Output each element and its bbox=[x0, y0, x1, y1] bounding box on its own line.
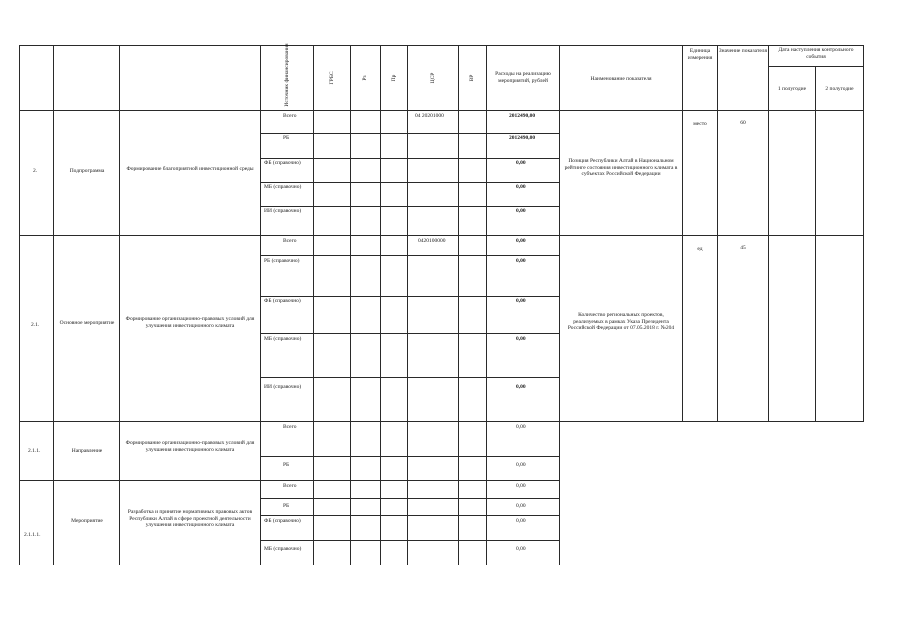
header-grbs: ГРБС bbox=[329, 71, 335, 85]
row-2-1-1-val-total: 0,00 bbox=[516, 424, 526, 430]
col-divider-num bbox=[53, 45, 54, 565]
row-2-1-val-total: 0,00 bbox=[516, 238, 526, 244]
row-2-1-1-fin-rb: РБ bbox=[283, 462, 290, 468]
row-2-1-1-1-val-total: 0,00 bbox=[516, 483, 526, 489]
border-right bbox=[863, 45, 864, 421]
header-fin-source: Источник финансирования bbox=[284, 43, 290, 107]
row-2-1-1-1-val-mb: 0,00 bbox=[516, 546, 526, 552]
row-2-1-indicator: Количество региональных проектов, реализуемых в рамках Указа Президента Российской Федерации от 07.05.2018 г. №204 bbox=[567, 312, 675, 331]
subrow-line bbox=[260, 498, 559, 499]
col-divider-half bbox=[815, 66, 816, 421]
row-2-1-1-1-fin-fb: ФБ (справочно) bbox=[264, 518, 301, 524]
row-2-val-fb: 0,00 bbox=[516, 160, 526, 166]
subrow-line bbox=[260, 255, 559, 256]
row-2-1-fin-total: Всего bbox=[283, 238, 297, 244]
row-2-val-total: 2012490,00 bbox=[509, 113, 536, 119]
row-2-1-name: Формирование организационно-правовых условий для улучшения инвестиционного климата bbox=[125, 316, 255, 329]
row-2-1-1-1-type: Мероприятие bbox=[71, 518, 103, 524]
col-divider-value bbox=[768, 45, 769, 421]
col-divider-grbs bbox=[350, 45, 351, 565]
row-2-1-val-ii: 0,00 bbox=[516, 384, 526, 390]
header-pr: Пр bbox=[391, 74, 397, 82]
row-2-1-1-1-fin-rb: РБ bbox=[283, 503, 290, 509]
row-2-num: 2. bbox=[33, 168, 38, 174]
col-divider-indicator bbox=[682, 45, 683, 421]
row-2-bottom-border bbox=[19, 235, 864, 236]
header-bottom-border bbox=[19, 110, 864, 111]
row-2-1-1-val-rb: 0,00 bbox=[516, 462, 526, 468]
subrow-line bbox=[260, 333, 559, 334]
col-divider-vr bbox=[486, 45, 487, 565]
row-2-1-1-fin-total: Всего bbox=[283, 424, 297, 430]
row-2-fin-mb: МБ (справочно) bbox=[264, 184, 302, 190]
row-2-1-1-1-name: Разработка и принятие нормативных правовых актов Республики Алтай в сфере проектной деятельности улучшения инвестиционного климата bbox=[127, 509, 253, 528]
row-2-1-1-1-fin-total: Всего bbox=[283, 483, 297, 489]
subrow-line bbox=[260, 456, 559, 457]
row-2-1-1-bottom-border bbox=[19, 480, 559, 481]
row-2-val-ii: 0,00 bbox=[516, 208, 526, 214]
row-2-val-rb: 2012490,00 bbox=[509, 135, 536, 141]
row-2-fin-rb: РБ bbox=[283, 135, 290, 141]
row-2-type: Подпрограмма bbox=[69, 168, 105, 174]
dates-subheader-line bbox=[768, 66, 864, 67]
row-2-1-fin-rb: РБ (справочно) bbox=[264, 258, 300, 264]
subrow-line bbox=[260, 377, 559, 378]
row-2-1-fin-fb: ФБ (справочно) bbox=[264, 298, 301, 304]
row-2-1-1-1-val-fb: 0,00 bbox=[516, 518, 526, 524]
header-rz: Рз bbox=[362, 75, 368, 81]
col-divider-name bbox=[260, 45, 261, 565]
header-indicator: Наименование показателя bbox=[590, 76, 652, 82]
header-half-1: 1 полугодие bbox=[777, 86, 807, 92]
row-2-1-1-type: Направление bbox=[71, 448, 103, 454]
row-2-1-val-rb: 0,00 bbox=[516, 258, 526, 264]
header-half-2: 2 полугодие bbox=[825, 86, 854, 92]
row-2-1-1-name: Формирование организационно-правовых условий для улучшения инвестиционного климата bbox=[125, 440, 255, 453]
row-2-1-value: 45 bbox=[740, 245, 746, 251]
header-expenses: Расходы на реализацию мероприятий, рублей bbox=[495, 71, 551, 84]
row-2-val-mb: 0,00 bbox=[516, 184, 526, 190]
row-2-fin-ii: ИИ (справочно) bbox=[264, 208, 302, 214]
subrow-line bbox=[260, 206, 559, 207]
row-2-name: Формирование благоприятной инвестиционной среды bbox=[126, 166, 254, 172]
col-divider-expenses bbox=[559, 45, 560, 565]
subrow-line bbox=[260, 182, 559, 183]
row-2-fin-fb: ФБ (справочно) bbox=[264, 160, 301, 166]
row-2-1-fin-ii: ИИ (справочно) bbox=[264, 384, 302, 390]
subrow-line bbox=[260, 296, 559, 297]
col-divider-pr bbox=[407, 45, 408, 565]
col-divider-type bbox=[119, 45, 120, 565]
col-divider-unit bbox=[717, 45, 718, 421]
header-value: Значение показателя bbox=[718, 48, 768, 54]
header-vr: ВР bbox=[469, 74, 475, 82]
header-dates: Дата наступления контрольного события bbox=[778, 47, 854, 60]
row-2-1-1-1-fin-mb: МБ (справочно) bbox=[264, 546, 302, 552]
row-2-1-val-fb: 0,00 bbox=[516, 298, 526, 304]
row-2-1-1-num: 2.1.1. bbox=[28, 448, 41, 454]
row-2-1-val-mb: 0,00 bbox=[516, 336, 526, 342]
row-2-1-bottom-border bbox=[19, 421, 864, 422]
subrow-line bbox=[260, 133, 559, 134]
row-2-1-num: 2.1. bbox=[31, 322, 40, 328]
row-2-1-csr: 0420100000 bbox=[418, 238, 446, 244]
col-divider-csr bbox=[458, 45, 459, 565]
row-2-fin-total: Всего bbox=[283, 113, 297, 119]
subrow-line bbox=[260, 515, 559, 516]
subrow-line bbox=[260, 158, 559, 159]
col-divider-fin bbox=[313, 45, 314, 565]
row-2-value: 60 bbox=[740, 120, 746, 126]
row-2-1-unit: ед bbox=[697, 246, 703, 252]
row-2-unit: место bbox=[693, 121, 707, 127]
col-divider-rz bbox=[380, 45, 381, 565]
row-2-indicator: Позиция Республики Алтай в Национальном рейтинге состояния инвестиционного климата в субъектах Российской Федерации bbox=[564, 158, 678, 177]
row-2-1-type: Основное мероприятие bbox=[59, 320, 115, 326]
table-top-border bbox=[19, 45, 864, 46]
header-unit: Единица измерения bbox=[687, 48, 713, 61]
border-left bbox=[19, 45, 20, 565]
row-2-csr: 04 20201000 bbox=[415, 113, 444, 119]
row-2-1-1-1-num: 2.1.1.1. bbox=[24, 532, 41, 538]
row-2-1-1-1-val-rb: 0,00 bbox=[516, 503, 526, 509]
subrow-line bbox=[260, 540, 559, 541]
header-csr: ЦСР bbox=[430, 72, 436, 84]
row-2-1-fin-mb: МБ (справочно) bbox=[264, 336, 302, 342]
